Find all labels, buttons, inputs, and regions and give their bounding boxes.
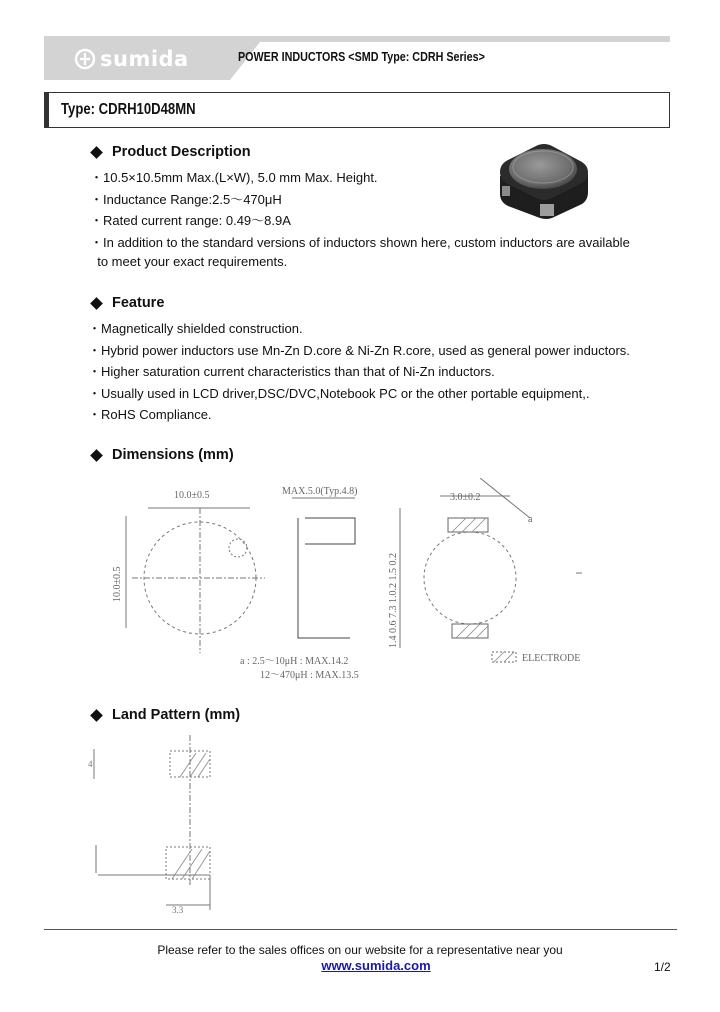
type-label: Type: CDRH10D48MN xyxy=(61,101,196,118)
dim-right-vertical-label: 1.4 0.6 7.3 1.0.2 1.5 0.2 xyxy=(388,553,399,648)
website-link[interactable]: www.sumida.com xyxy=(321,958,431,973)
dim-a-label: a xyxy=(528,514,533,525)
sumida-logo xyxy=(74,47,189,71)
brand-name: sumida xyxy=(100,47,189,71)
side-view-electrode xyxy=(305,518,355,544)
side-view-body xyxy=(298,518,350,638)
dim-electrode-label: 3.0±0.2 xyxy=(450,492,481,503)
dim-width-label: 10.0±0.5 xyxy=(174,490,210,501)
diamond-bullet-icon xyxy=(90,709,103,722)
description-line: ・In addition to the standard versions of inductors shown here, custom inductors are available xyxy=(90,235,630,250)
header-title: POWER INDUCTORS <SMD Type: CDRH Series> xyxy=(238,50,485,64)
feature-heading: Feature xyxy=(90,295,164,311)
dim-note-2: 12～470μH : MAX.13.5 xyxy=(260,670,359,681)
land-pad-bottom xyxy=(166,847,210,879)
product-photo xyxy=(496,136,590,220)
page-header xyxy=(44,36,670,80)
dimensions-heading: Dimensions (mm) xyxy=(90,447,234,463)
dimensions-drawing xyxy=(100,478,620,688)
land-pattern-drawing xyxy=(80,735,240,915)
sumida-logo-icon xyxy=(74,48,96,70)
top-view-marking xyxy=(229,539,247,557)
footer-divider xyxy=(44,929,677,930)
description-line: ・Rated current range: 0.49～8.9A xyxy=(90,213,291,228)
feature-line: ・RoHS Compliance. xyxy=(88,407,212,422)
description-line: ・10.5×10.5mm Max.(L×W), 5.0 mm Max. Height. xyxy=(90,170,378,185)
footer-note: Please refer to the sales offices on our website for a representative near you xyxy=(157,943,563,957)
type-box xyxy=(44,92,670,128)
feature-line: ・Magnetically shielded construction. xyxy=(88,321,303,336)
description-line: to meet your exact requirements. xyxy=(90,254,288,269)
dim-side-label: 10.0±0.5 xyxy=(112,566,123,602)
bottom-view-diagonal xyxy=(480,478,530,518)
land-dim-label: 4 xyxy=(88,759,93,769)
dim-note-1: a : 2.5～10μH : MAX.14.2 xyxy=(240,656,349,667)
description-line: ・Inductance Range:2.5～470μH xyxy=(90,192,282,207)
diamond-bullet-icon xyxy=(90,297,103,310)
feature-line: ・Usually used in LCD driver,DSC/DVC,Notebook PC or the other portable equipment,. xyxy=(88,386,590,401)
dim-height-label: MAX.5.0(Typ.4.8) xyxy=(282,486,358,497)
diamond-bullet-icon xyxy=(90,449,103,462)
electrode-legend-label: ELECTRODE xyxy=(522,653,581,664)
feature-line: ・Hybrid power inductors use Mn-Zn D.core & Ni-Zn R.core, used as general power inductors. xyxy=(88,343,630,358)
page-number: 1/2 xyxy=(654,960,671,974)
feature-line: ・Higher saturation current characteristics than that of Ni-Zn inductors. xyxy=(88,364,495,379)
bottom-view-outline xyxy=(424,532,516,624)
land-dim-label: 3.3 xyxy=(172,905,184,915)
diamond-bullet-icon xyxy=(90,146,103,159)
product-description-heading: Product Description xyxy=(90,144,251,160)
land-pattern-heading: Land Pattern (mm) xyxy=(90,707,240,723)
